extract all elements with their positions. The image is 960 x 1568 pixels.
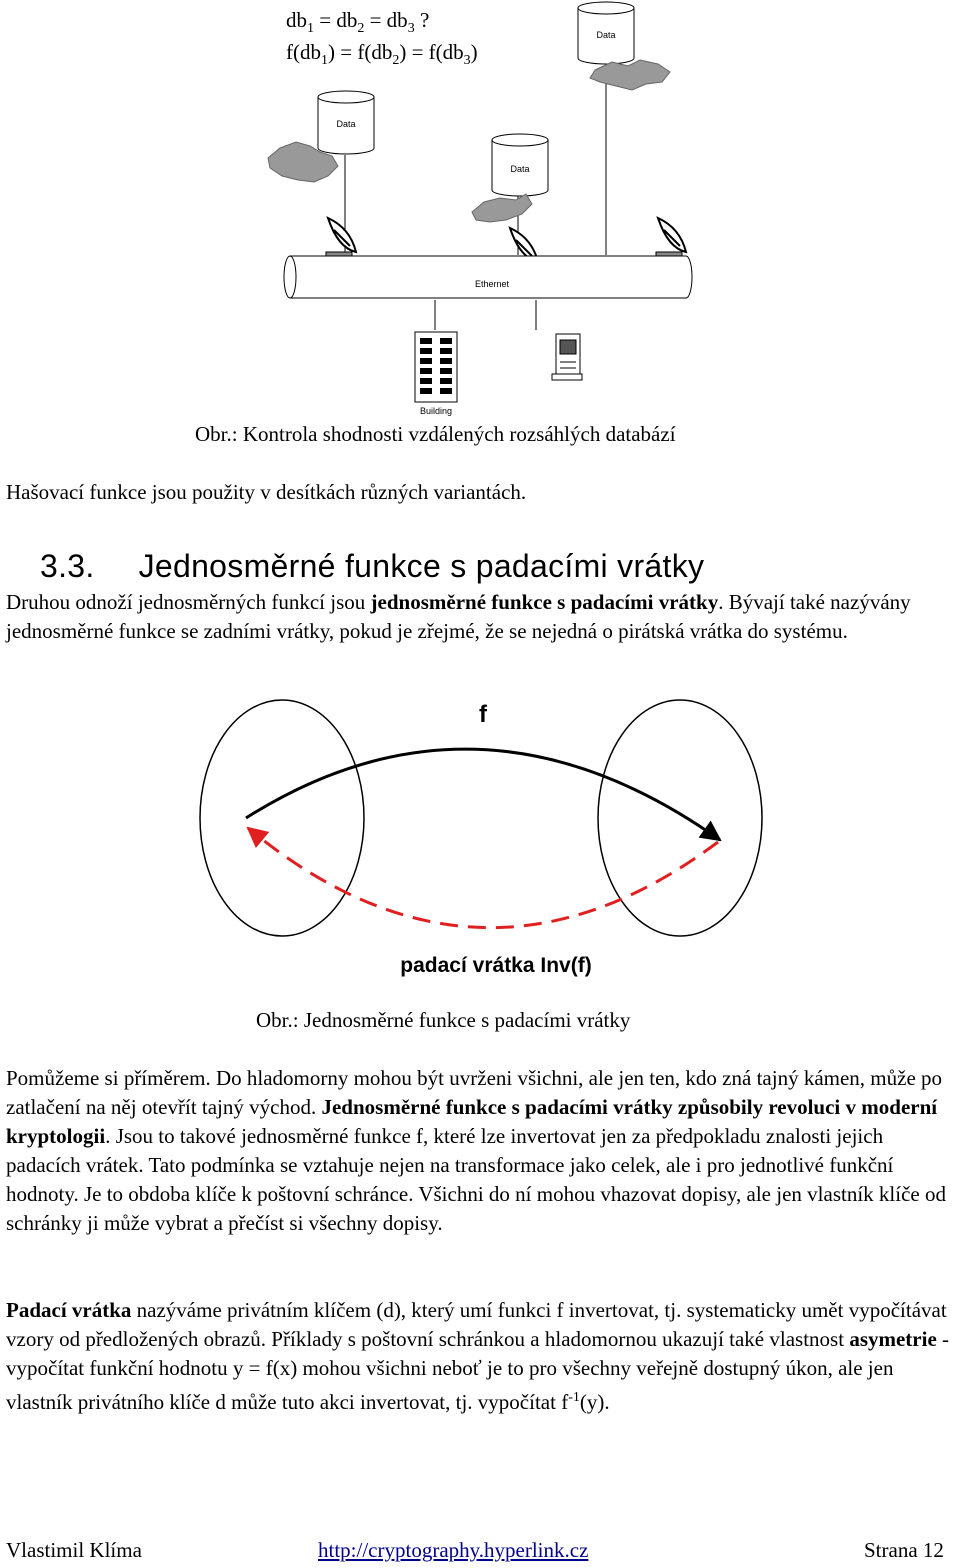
section-title: Jednosměrné funkce s padacími vrátky [138, 548, 705, 584]
para3-bold-2: asymetrie [849, 1327, 937, 1351]
para3-superscript: -1 [568, 1390, 580, 1405]
network-diagram [260, 0, 700, 425]
para2-text-1: Pomůžeme si příměrem. Do hladomorny mohou být uvrženi všichni, ale jen ten, kdo zná tajný kámen, může po zatlačení na něj otevřít tajný východ. [6, 1066, 943, 1119]
range-circle [598, 700, 762, 936]
para3-bold-1: Padací vrátka [6, 1298, 132, 1322]
formula-line-1: $db_1 = db_2 = db_3$ ? [286, 8, 430, 37]
domain-circle [200, 700, 364, 936]
section-number: 3.3. [40, 548, 95, 584]
inverse-label: padací vrátka Inv(f) [400, 954, 592, 977]
section-heading [40, 548, 704, 585]
ethernet-label: Ethernet [474, 279, 510, 289]
db-label: Data [510, 164, 530, 174]
satellite-dish-icon [656, 218, 686, 260]
paragraph-3 [6, 1296, 956, 1417]
trapdoor-diagram [190, 690, 780, 990]
db-label: Data [336, 119, 356, 129]
para3-text-3: (y). [579, 1390, 610, 1414]
building-label: Building [419, 406, 453, 416]
para3-text-2: - vypočítat funkční hodnotu y = f(x) mohou všichni neboť je to pro všechny veřejně dostupný úkon, ale jen vlastník privátního klíče d může tuto akci invertovat, tj. vypočítat f [6, 1327, 950, 1414]
ethernet-bus [284, 256, 692, 298]
satellite-dish-icon [326, 218, 356, 260]
para1-text-2: . Bývají také nazývány jednosměrné funkce se zadními vrátky, pokud je zřejmé, že se nejedná o pirátská vrátka do systému. [6, 590, 911, 643]
para1-bold-1: jednosměrné funkce s padacími vrátky [370, 590, 719, 614]
para1-text-1: Druhou odnoží jednosměrných funkcí jsou [6, 590, 371, 614]
building-icon [415, 332, 457, 402]
network-figure-caption: Obr.: Kontrola shodnosti vzdálených rozsáhlých databází [195, 422, 676, 446]
para2-text-2: . Jsou to takové jednosměrné funkce f, které lze invertovat jen za předpokladu znalosti jejich padacích vrátek. Tato podmínka se vztahuje nejen na transformace jako celek, ale i pro jednotlivé funkční hodnoty. Je to obdoba klíče k poštovní schránce. Všichni do ní mohou vhazovat dopisy, ale jen vlastník klíče od schránky ji může vybrat a přečíst si všechny dopisy. [6, 1124, 946, 1235]
para2-bold-1: Jednosměrné funkce s padacími vrátky způsobily revoluci v moderní kryptologii [6, 1095, 938, 1148]
function-arrow [246, 749, 720, 840]
footer-link-wrap [318, 1538, 588, 1563]
footer-page-number: Strana 12 [864, 1538, 944, 1562]
intro-sentence: Hašovací funkce jsou použity v desítkách různých variantách. [6, 480, 527, 504]
austria-map-icon [590, 60, 670, 90]
db-label: Data [596, 30, 616, 40]
formula-line-2: $f(db_1) = f(db_2) = f(db_3)$ [286, 40, 478, 69]
trapdoor-arrow [248, 828, 718, 928]
paragraph-2 [6, 1064, 956, 1238]
para3-text-1: nazýváme privátním klíčem (d), který umí funkci f invertovat, tj. systematicky umět vypočítávat vzory od předložených obrazů. Příklady s poštovní schránkou a hladomornou ukazují také vlastnost [6, 1298, 947, 1351]
footer-author: Vlastimil Klíma [6, 1538, 142, 1562]
f-label: f [479, 701, 487, 728]
paragraph-1 [6, 588, 956, 646]
footer-link[interactable]: http://cryptography.hyperlink.cz [318, 1538, 589, 1562]
trapdoor-figure-caption: Obr.: Jednosměrné funkce s padacími vrátky [256, 1008, 631, 1032]
slovakia-map-icon [472, 194, 532, 222]
computer-icon [552, 334, 582, 380]
